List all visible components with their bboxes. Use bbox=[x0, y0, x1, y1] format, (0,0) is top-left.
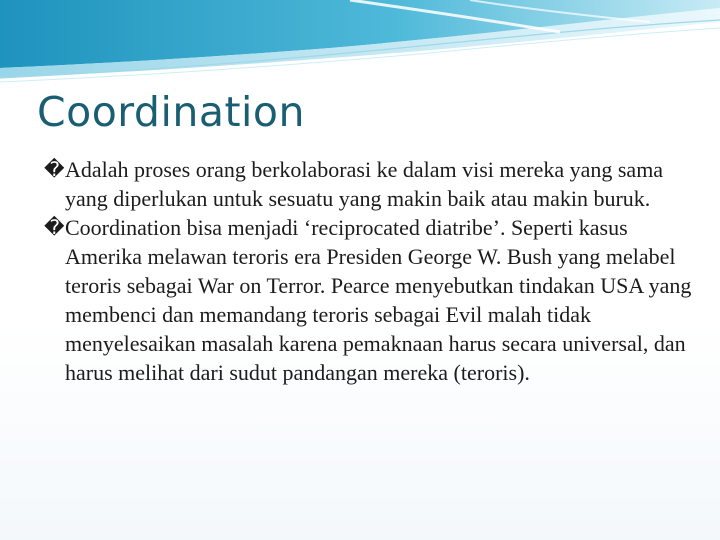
header-wave-decoration bbox=[0, 0, 720, 90]
bullet-list bbox=[44, 155, 694, 387]
bullet-icon: � bbox=[44, 157, 65, 181]
bullet-item bbox=[44, 213, 694, 387]
bullet-icon: � bbox=[44, 215, 65, 239]
slide-title: Coordination bbox=[37, 88, 305, 136]
bullet-text: Adalah proses orang berkolaborasi ke dalam visi mereka yang sama yang diperlukan untuk sesuatu yang makin baik atau makin buruk. bbox=[65, 157, 664, 211]
bullet-text: Coordination bisa menjadi ‘reciprocated diatribe’. Seperti kasus Amerika melawan teroris era Presiden George W. Bush yang melabel teroris sebagai War on Terror. Pearce menyebutkan tindakan USA yang membenci dan memandang teroris sebagai Evil malah tidak menyelesaikan masalah karena pemaknaan harus secara universal, dan harus melihat dari sudut pandangan mereka (teroris). bbox=[65, 215, 692, 385]
bullet-item bbox=[44, 155, 694, 213]
